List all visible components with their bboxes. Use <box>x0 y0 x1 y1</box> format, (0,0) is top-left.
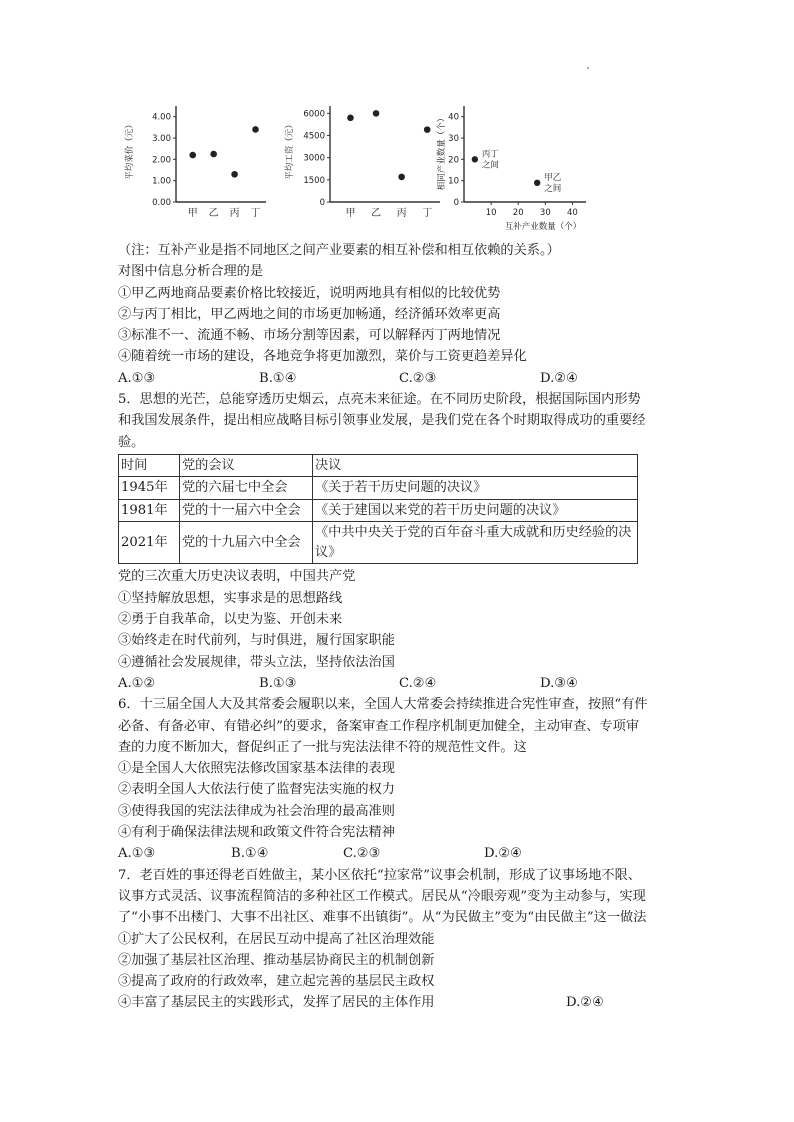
table-cell: 党的十一届六中全会 <box>180 499 313 522</box>
q7-option-d[interactable]: D.②④ <box>566 995 604 1011</box>
q5-item-2: ②勇于自我革命，以史为鉴、开创未来 <box>118 612 343 628</box>
y-tick-label: 10 <box>448 176 459 187</box>
point-annotation: 之间 <box>544 183 562 194</box>
point-annotation: 甲乙 <box>544 172 562 183</box>
data-point <box>534 180 540 186</box>
table-row <box>119 522 638 564</box>
y-axis-label: 相同产业数量（个） <box>437 113 447 191</box>
y-tick-label: 4500 <box>303 131 325 142</box>
y-tick-label: 0 <box>453 198 459 208</box>
x-tick-label: 40 <box>567 208 578 218</box>
q6-item-1: ①是全国人大依照宪法修改国家基本法律的表现 <box>118 761 395 777</box>
y-tick-label: 0.00 <box>152 198 171 208</box>
q5-options <box>118 673 648 694</box>
y-tick-label: 3000 <box>303 153 325 164</box>
y-tick-label: 4.00 <box>152 112 171 123</box>
q5-item-4: ④遵循社会发展规律，带头立法，坚持依法治国 <box>118 654 395 670</box>
q5-option-a[interactable]: A.①② <box>118 675 156 691</box>
q5-table <box>118 454 638 565</box>
x-tick-label: 丁 <box>422 208 433 219</box>
table-row <box>119 499 638 522</box>
x-tick-label: 丁 <box>250 208 261 219</box>
q7-item-4-row <box>118 992 648 1013</box>
data-point <box>210 151 217 158</box>
y-tick-label: 0 <box>319 198 325 208</box>
y-tick-label: 20 <box>448 155 459 166</box>
chart-vegetable-price <box>118 98 268 232</box>
chart-industries <box>436 98 596 232</box>
x-tick-label: 丙 <box>396 208 407 219</box>
q5-item-1: ①坚持解放思想，实事求是的思想路线 <box>118 590 343 606</box>
x-tick-label: 乙 <box>208 208 219 219</box>
q5-stem: 5．思想的光芒，总能穿透历史烟云，点亮未来征途。在不同历史阶段，根据国际国内形势和我国发展条件，提出相应战略目标引领事业发展，是我们党在各个时期取得成功的重要经验。 <box>118 392 646 450</box>
q4-item-3: ③标准不一、流通不畅、市场分割等因素，可以解释丙丁两地情况 <box>118 328 501 344</box>
q7-stem: 7．老百姓的事还得老百姓做主，某小区依托“拉家常”议事会机制，形成了议事场地不限、议事方式灵活、议事流程简洁的多种社区工作模式。居民从“冷眼旁观”变为主动参与，实现了“小事不出楼门、大事不出社区、难事不出镇街”。从“为民做主”变为“由民做主”这一做法 <box>118 867 647 926</box>
x-tick-label: 甲 <box>345 208 356 219</box>
q4-stem: 对图中信息分析合理的是 <box>118 264 264 280</box>
x-tick-label: 乙 <box>371 208 382 219</box>
table-cell: 1945年 <box>119 477 180 500</box>
data-point <box>252 126 259 133</box>
y-axis-label: 平均工资（元） <box>285 120 295 180</box>
y-tick-label: 1500 <box>303 175 325 186</box>
x-tick-label: 10 <box>485 208 497 218</box>
q6-option-c[interactable]: C.②③ <box>343 846 381 862</box>
q6-stem: 6．十三届全国人大及其常委会履职以来，全国人大常委会持续推进合宪性审查，按照“有件必备、有备必审、有错必纠”的要求，备案审查工作程序机制更加健全，主动审查、专项审查的力度不断加大，督促纠正了一批与宪法法律不符的规范性文件。这 <box>118 697 648 755</box>
q6-item-2: ②表明全国人大依法行使了监督宪法实施的权力 <box>118 782 395 798</box>
table-cell: 《中共中央关于党的百年奋斗重大成就和历史经验的决议》 <box>313 522 638 564</box>
table-cell: 《关于建国以来党的若干历史问题的决议》 <box>313 499 638 522</box>
q4-item-1: ①甲乙两地商品要素价格比较接近，说明两地具有相似的比较优势 <box>118 285 501 301</box>
table-header-cell: 决议 <box>313 454 638 477</box>
q4-charts <box>118 98 598 232</box>
data-point <box>424 126 431 133</box>
q5-item-3: ③始终走在时代前列，与时俱进，履行国家职能 <box>118 633 395 649</box>
table-cell: 1981年 <box>119 499 180 522</box>
q7-item-2: ②加强了基层社区治理、推动基层协商民主的机制创新 <box>118 952 435 968</box>
data-point <box>231 171 238 178</box>
table-row <box>119 477 638 500</box>
question-content <box>118 240 648 1014</box>
q5-stem2: 党的三次重大历史决议表明，中国共产党 <box>118 569 356 585</box>
table-cell: 党的六届七中全会 <box>180 477 313 500</box>
x-axis-label: 互补产业数量（个） <box>504 222 582 232</box>
x-tick-label: 20 <box>512 208 524 218</box>
q4-item-2: ②与丙丁相比，甲乙两地之间的市场更加畅通，经济循环效率更高 <box>118 306 501 322</box>
data-point <box>347 115 354 122</box>
point-annotation: 之间 <box>481 160 499 171</box>
x-tick-label: 甲 <box>187 208 198 219</box>
table-cell: 《关于若干历史问题的决议》 <box>313 477 638 500</box>
scan-speck <box>587 67 589 69</box>
q5-option-c[interactable]: C.②④ <box>399 675 437 691</box>
x-tick-label: 30 <box>539 208 551 218</box>
q6-item-3: ③使得我国的宪法法律成为社会治理的最高准则 <box>118 803 395 819</box>
y-tick-label: 6000 <box>303 109 325 120</box>
q5-option-b[interactable]: B.①③ <box>259 675 297 691</box>
q4-option-d[interactable]: D.②④ <box>540 370 578 386</box>
q7-item-1: ①扩大了公民权利，在居民互动中提高了社区治理效能 <box>118 931 435 947</box>
y-tick-label: 40 <box>448 112 459 123</box>
data-point <box>398 174 405 181</box>
x-tick-label: 丙 <box>229 208 240 219</box>
q4-options <box>118 368 648 389</box>
q6-option-d[interactable]: D.②④ <box>484 846 522 862</box>
table-header-cell: 党的会议 <box>180 454 313 477</box>
q4-option-b[interactable]: B.①④ <box>259 370 297 386</box>
point-annotation: 丙丁 <box>481 149 499 160</box>
q4-item-4: ④随着统一市场的建设，各地竞争将更加激烈，菜价与工资更趋差异化 <box>118 349 527 365</box>
q4-option-a[interactable]: A.①③ <box>118 370 156 386</box>
y-axis-label: 平均菜价（元） <box>125 120 135 180</box>
table-cell: 2021年 <box>119 522 180 564</box>
table-cell: 党的十九届六中全会 <box>180 522 313 564</box>
q4-option-c[interactable]: C.②③ <box>399 370 437 386</box>
table-header-row <box>119 454 638 477</box>
q7-item-4: ④丰富了基层民主的实践形式，发挥了居民的主体作用 <box>118 995 435 1011</box>
q6-item-4: ④有利于确保法律法规和政策文件符合宪法精神 <box>118 825 395 841</box>
table-header-cell: 时间 <box>119 454 180 477</box>
q6-option-b[interactable]: B.①④ <box>231 846 269 862</box>
data-point <box>472 156 478 162</box>
y-tick-label: 2.00 <box>152 155 171 166</box>
data-point <box>373 110 380 117</box>
data-point <box>189 152 196 159</box>
y-tick-label: 1.00 <box>152 176 171 187</box>
q6-options <box>118 843 648 864</box>
q6-option-a[interactable]: A.①③ <box>118 846 156 862</box>
q7-item-3: ③提高了政府的行政效率，建立起完善的基层民主政权 <box>118 974 435 990</box>
y-tick-label: 3.00 <box>152 134 171 144</box>
y-tick-label: 30 <box>448 134 459 144</box>
q5-option-d[interactable]: D.③④ <box>540 675 578 691</box>
chart-average-wage <box>280 98 450 232</box>
q4-note: （注：互补产业是指不同地区之间产业要素的相互补偿和相互依赖的关系。） <box>118 243 560 258</box>
